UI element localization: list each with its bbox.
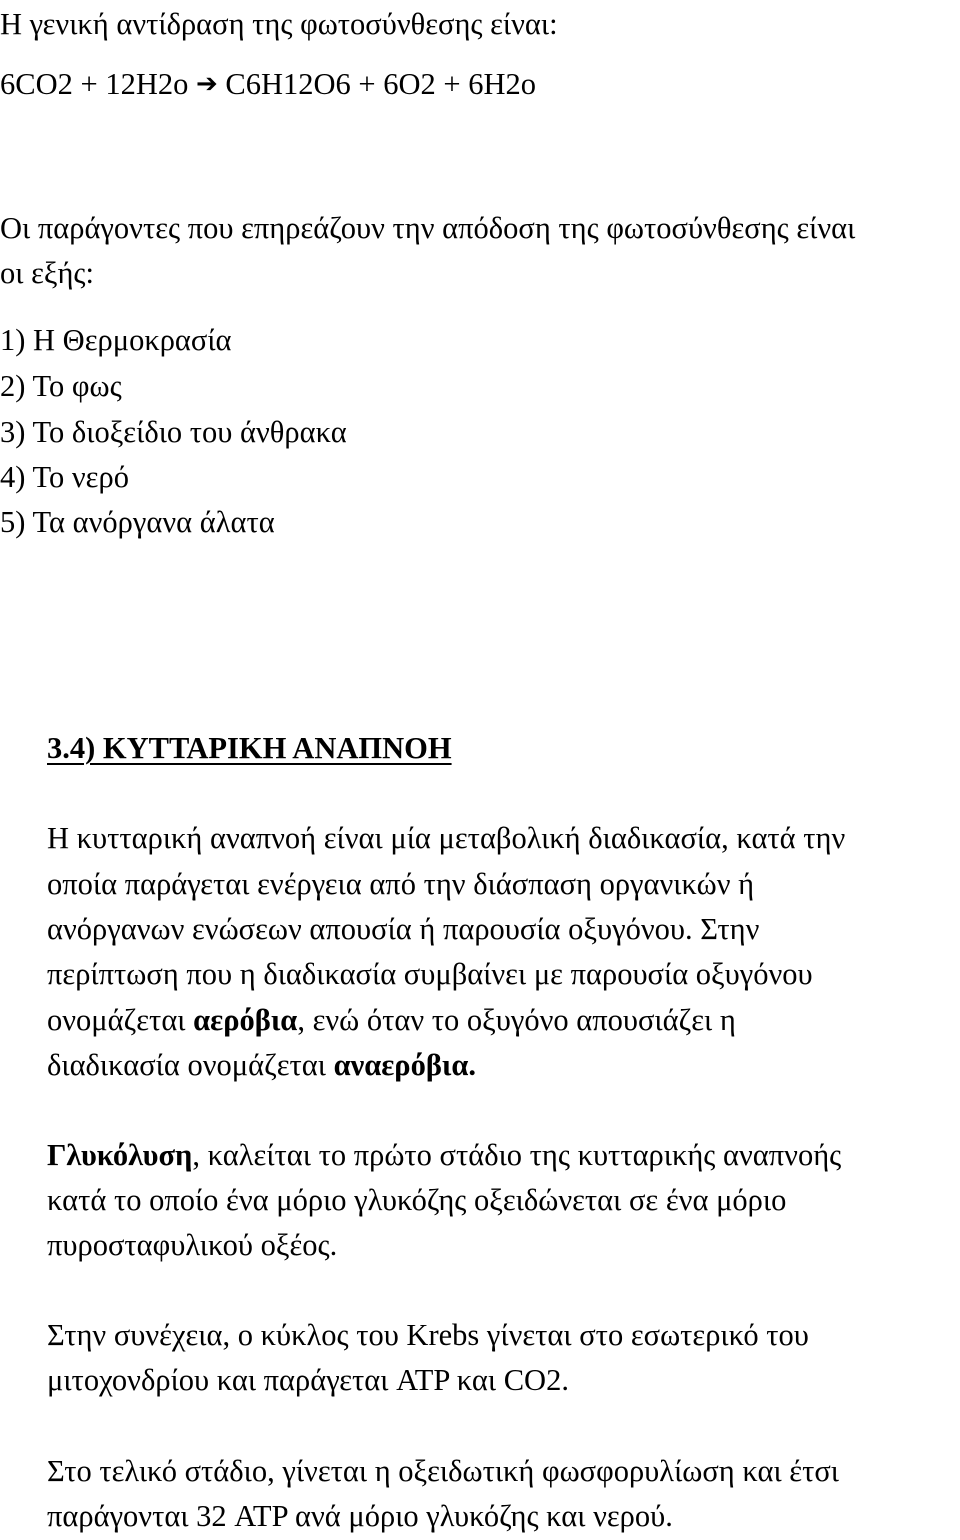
factor-list-item: 2) Το φως <box>0 369 122 403</box>
factor-list-item: 5) Τα ανόργανα άλατα <box>0 505 275 539</box>
paragraph-line: Γλυκόλυση, καλείται το πρώτο στάδιο της κυτταρικής αναπνοής <box>47 1138 842 1172</box>
factor-list-item: 1) Η Θερμοκρασία <box>0 323 232 357</box>
factors-intro-line1: Οι παράγοντες που επηρεάζουν την απόδοση της φωτοσύνθεσης είναι <box>0 211 856 245</box>
factor-list-item: 4) Το νερό <box>0 460 129 494</box>
photosynthesis-equation <box>0 62 536 108</box>
paragraph-line: κατά το οποίο ένα μόριο γλυκόζης οξειδώνεται σε ένα μόριο <box>47 1183 787 1217</box>
factor-list-item: 3) Το διοξείδιο του άνθρακα <box>0 415 347 449</box>
paragraph-line: πυροσταφυλικού οξέος. <box>47 1228 338 1262</box>
term-anaerobic: αναερόβια. <box>333 1048 477 1082</box>
paragraph-line: οποία παράγεται ενέργεια από την διάσπαση οργανικών ή <box>47 867 755 901</box>
paragraph-line: Η κυτταρική αναπνοή είναι μία μεταβολική διαδικασία, κατά την <box>47 821 846 855</box>
equation-products: C6H12O6 + 6O2 + 6H2o <box>225 67 537 101</box>
paragraph-line: ανόργανων ενώσεων απουσία ή παρουσία οξυγόνου. Στην <box>47 912 760 946</box>
paragraph-line: Στο τελικό στάδιο, γίνεται η οξειδωτική φωσφορυλίωση και έτσι <box>47 1454 839 1488</box>
paragraph-line: διαδικασία ονομάζεται αναερόβια. <box>47 1048 477 1082</box>
arrow-right-icon: ➔ <box>195 69 218 99</box>
photosynthesis-intro: Η γενική αντίδραση της φωτοσύνθεσης είναι: <box>0 7 558 41</box>
section-heading: 3.4) ΚΥΤΤΑΡΙΚΗ ΑΝΑΠΝΟΗ <box>47 731 452 765</box>
paragraph-line: Στην συνέχεια, ο κύκλος του Krebs γίνεται στο εσωτερικό του <box>47 1318 809 1352</box>
paragraph-line: ονομάζεται αερόβια, ενώ όταν το οξυγόνο απουσιάζει η <box>47 1003 736 1037</box>
term-glycolysis: Γλυκόλυση <box>47 1138 193 1172</box>
factors-intro-line2: οι εξής: <box>0 256 94 290</box>
paragraph-line: μιτοχονδρίου και παράγεται ATP και CO2. <box>47 1363 569 1397</box>
paragraph-line: παράγονται 32 ATP ανά μόριο γλυκόζης και νερού. <box>47 1499 673 1533</box>
equation-reactants: 6CO2 + 12H2o <box>0 67 189 101</box>
term-aerobic: αερόβια <box>193 1003 298 1037</box>
paragraph-line: περίπτωση που η διαδικασία συμβαίνει με παρουσία οξυγόνου <box>47 957 813 991</box>
